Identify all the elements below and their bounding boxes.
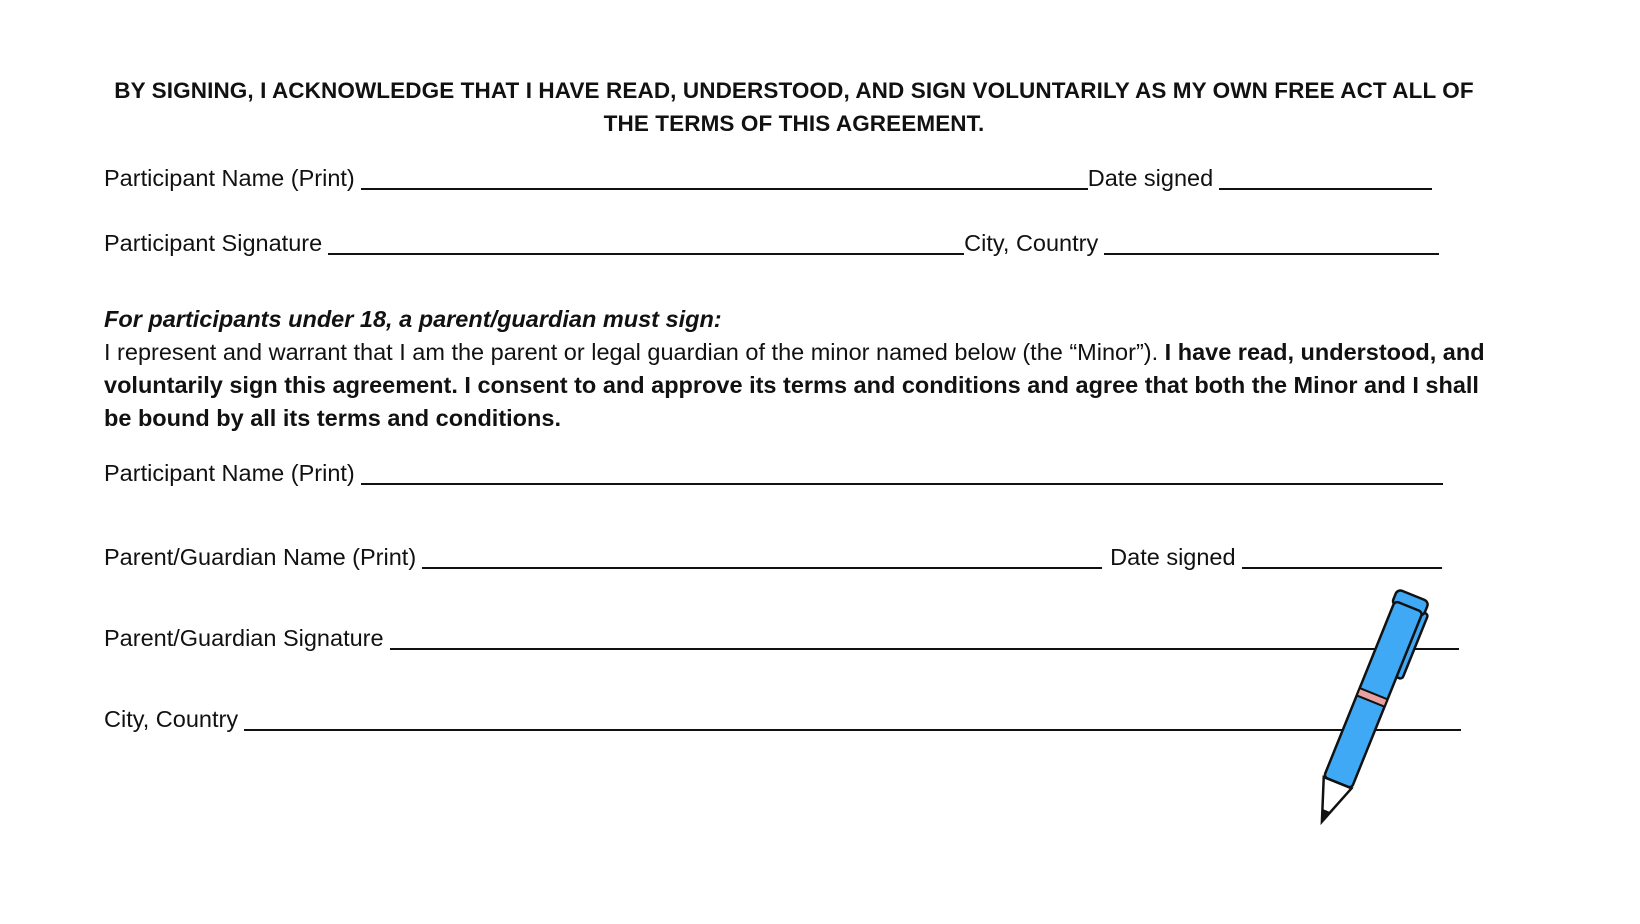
participant-city-label: City, Country bbox=[964, 230, 1099, 256]
guardian-city-label: City, Country bbox=[104, 706, 239, 732]
guardian-signature-label: Parent/Guardian Signature bbox=[104, 625, 384, 651]
participant-name-row bbox=[104, 162, 1432, 194]
pen-icon bbox=[1290, 580, 1440, 850]
participant-date-label: Date signed bbox=[1087, 165, 1214, 191]
guardian-city-row bbox=[104, 703, 1461, 735]
minor-participant-name-field[interactable] bbox=[361, 457, 1443, 485]
participant-city-field[interactable] bbox=[1104, 227, 1439, 255]
guardian-date-label: Date signed bbox=[1110, 544, 1236, 570]
guardian-signature-row bbox=[104, 622, 1459, 654]
minor-participant-name-label: Participant Name (Print) bbox=[104, 460, 355, 486]
minor-body-plain: I represent and warrant that I am the parent or legal guardian of the minor named below (the “Minor”). bbox=[104, 339, 1165, 365]
pen-tip bbox=[1308, 777, 1352, 827]
participant-signature-row bbox=[104, 227, 1439, 259]
minor-section-body bbox=[104, 336, 1504, 435]
participant-signature-field[interactable] bbox=[328, 227, 964, 255]
acknowledgement-line-1: BY SIGNING, I ACKNOWLEDGE THAT I HAVE READ, UNDERSTOOD, AND SIGN VOLUNTARILY AS MY OWN FREE ACT ALL OF bbox=[114, 78, 1474, 103]
minor-body-bold: I have read, understood, and voluntarily sign this agreement. I consent to and approve its terms and conditions and agree that both the Minor and I shall be bound by all its terms and conditions. bbox=[104, 339, 1485, 431]
acknowledgement-line-2: THE TERMS OF THIS AGREEMENT. bbox=[603, 111, 985, 136]
minor-section-heading: For participants under 18, a parent/guardian must sign: bbox=[104, 306, 722, 332]
guardian-name-row bbox=[104, 541, 1442, 573]
acknowledgement-statement bbox=[104, 74, 1484, 140]
guardian-name-field[interactable] bbox=[422, 541, 1102, 569]
participant-name-field[interactable] bbox=[361, 162, 1088, 190]
guardian-name-label: Parent/Guardian Name (Print) bbox=[104, 544, 417, 570]
participant-date-field[interactable] bbox=[1219, 162, 1432, 190]
guardian-date-field[interactable] bbox=[1242, 541, 1442, 569]
participant-signature-label: Participant Signature bbox=[104, 230, 323, 256]
participant-name-label: Participant Name (Print) bbox=[104, 165, 355, 191]
minor-participant-name-row bbox=[104, 457, 1443, 489]
guardian-city-field[interactable] bbox=[244, 703, 1461, 731]
